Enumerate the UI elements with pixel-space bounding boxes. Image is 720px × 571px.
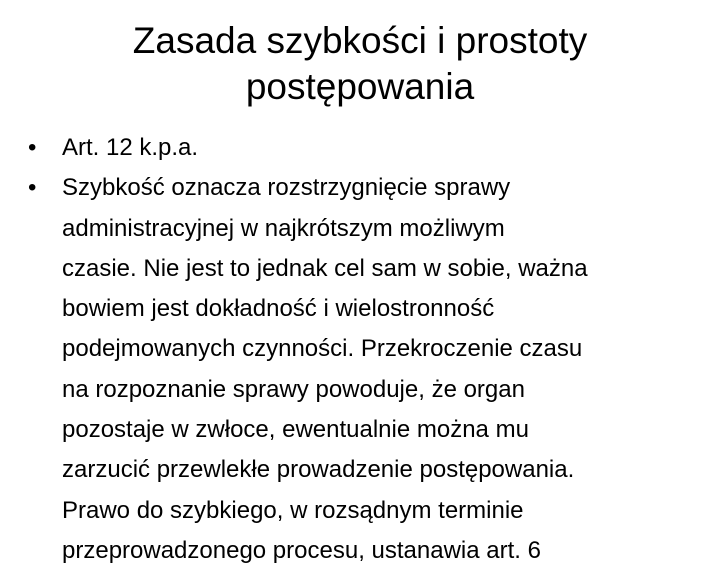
bullet-marker: • [28,134,37,161]
slide-title-line-2: postępowania [245,66,475,107]
bullet-marker: • [28,174,37,202]
slide-title [40,18,680,110]
bullet-item-szybkosc [26,168,706,571]
bullet-text-line: Art. 12 k.p.a. [62,134,199,161]
bullet-text-line: zarzucić przewlekłe prowadzenie postępowania. [62,456,575,484]
bullet-item-art-12 [26,128,706,168]
bullet-text-line: Prawo do szybkiego, w rozsądnym terminie [62,496,524,524]
bullet-text-line: na rozpoznanie sprawy powoduje, że organ [62,375,525,403]
bullet-text-line: przeprowadzonego procesu, ustanawia art. 6 [62,536,541,564]
bullet-text-line: pozostaje w zwłoce, ewentualnie można mu [62,416,529,444]
bullet-text-line: Szybkość oznacza rozstrzygnięcie sprawy [62,174,511,202]
bullet-list [26,128,706,571]
bullet-text [62,128,706,168]
slide-title-line-1: Zasada szybkości i prostoty [132,20,588,61]
bullet-text [62,168,706,571]
bullet-text-line: podejmowanych czynności. Przekroczenie czasu [62,335,583,363]
bullet-text-line: bowiem jest dokładność i wielostronność [62,295,495,323]
bullet-text-line: administracyjnej w najkrótszym możliwym [62,214,505,242]
bullet-text-line: czasie. Nie jest to jednak cel sam w sobie, ważna [62,254,588,282]
